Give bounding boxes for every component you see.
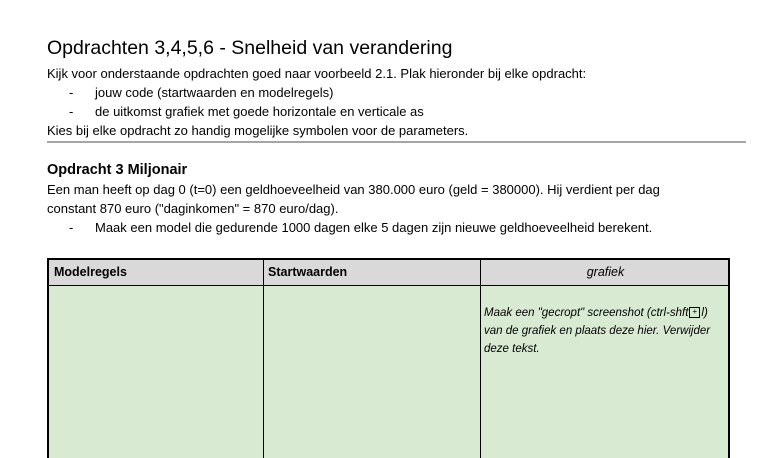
section-heading: Opdracht 3 Miljonair <box>47 162 188 178</box>
intro-text: Kijk voor onderstaande opdrachten goed naar voorbeeld 2.1. Plak hieronder bij elke opdracht: <box>47 66 587 81</box>
note-text: Maak een "gecropt" screenshot (ctrl-shft <box>484 307 689 319</box>
table-header-row <box>49 260 728 286</box>
column-divider <box>480 260 481 458</box>
bullet-dash: - <box>69 220 74 235</box>
bullet-text: Maak een model die gedurende 1000 dagen elke 5 dagen zijn nieuwe geldhoeveelheid berekent. <box>95 220 653 235</box>
paragraph-line: constant 870 euro ("daginkomen" = 870 euro/dag). <box>47 201 339 216</box>
bullet-dash: - <box>69 85 74 100</box>
header-startwaarden: Startwaarden <box>268 265 348 279</box>
paragraph-line: Een man heeft op dag 0 (t=0) een geldhoeveelheid van 380.000 euro (geld = 380000). Hij verdient per dag <box>47 182 660 197</box>
bullet-text: de uitkomst grafiek met goede horizontale en verticale as <box>95 104 424 119</box>
note-text: l) van de grafiek en plaats deze hier. Verwijder deze tekst. <box>484 307 711 355</box>
page-title: Opdrachten 3,4,5,6 - Snelheid van verandering <box>47 37 453 59</box>
section-divider <box>47 141 746 143</box>
answer-table <box>47 258 730 458</box>
grafiek-cell-note[interactable] <box>484 304 724 358</box>
bullet-dash: - <box>69 104 74 119</box>
instruction-text: Kies bij elke opdracht zo handig mogelijke symbolen voor de parameters. <box>47 123 469 138</box>
startwaarden-cell[interactable] <box>264 286 479 458</box>
header-grafiek: grafiek <box>586 265 625 279</box>
keyboard-key-icon: + <box>689 307 700 318</box>
header-modelregels: Modelregels <box>54 265 127 279</box>
modelregels-cell[interactable] <box>49 286 262 458</box>
bullet-text: jouw code (startwaarden en modelregels) <box>95 85 334 100</box>
